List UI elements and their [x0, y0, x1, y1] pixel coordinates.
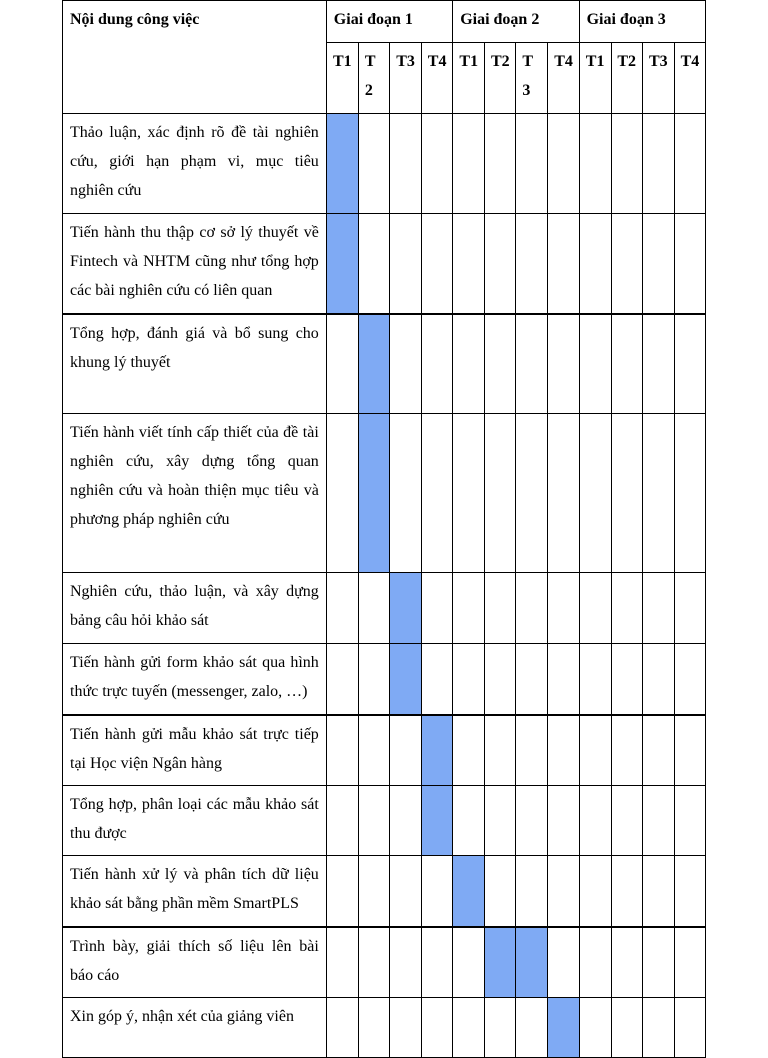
week-header-2: T 2: [358, 43, 389, 114]
gantt-empty-cell: [389, 715, 421, 786]
task-row: [63, 998, 706, 1058]
gantt-empty-cell: [453, 114, 485, 214]
week-header-3: T3: [389, 43, 421, 114]
gantt-empty-cell: [674, 573, 705, 644]
gantt-empty-cell: [485, 786, 516, 856]
gantt-empty-cell: [485, 314, 516, 414]
gantt-empty-cell: [548, 573, 579, 644]
gantt-empty-cell: [548, 414, 579, 573]
gantt-empty-cell: [358, 573, 389, 644]
gantt-empty-cell: [389, 786, 421, 856]
gantt-empty-cell: [453, 786, 485, 856]
gantt-empty-cell: [326, 414, 358, 573]
gantt-empty-cell: [611, 927, 642, 998]
gantt-empty-cell: [548, 114, 579, 214]
gantt-empty-cell: [579, 314, 611, 414]
gantt-empty-cell: [485, 573, 516, 644]
gantt-empty-cell: [389, 314, 421, 414]
gantt-empty-cell: [642, 644, 674, 715]
gantt-bar-cell: [326, 214, 358, 314]
task-label: Xin góp ý, nhận xét của giảng viên: [63, 998, 327, 1058]
task-row: [63, 314, 706, 414]
gantt-empty-cell: [485, 414, 516, 573]
task-row: [63, 786, 706, 856]
gantt-empty-cell: [453, 998, 485, 1058]
gantt-empty-cell: [326, 856, 358, 927]
gantt-empty-cell: [485, 114, 516, 214]
gantt-empty-cell: [422, 856, 453, 927]
gantt-empty-cell: [579, 644, 611, 715]
gantt-empty-cell: [611, 644, 642, 715]
gantt-empty-cell: [611, 856, 642, 927]
gantt-bar-cell: [422, 786, 453, 856]
gantt-empty-cell: [422, 214, 453, 314]
gantt-empty-cell: [516, 314, 548, 414]
gantt-empty-cell: [326, 573, 358, 644]
gantt-empty-cell: [485, 856, 516, 927]
gantt-empty-cell: [674, 644, 705, 715]
gantt-empty-cell: [326, 998, 358, 1058]
gantt-empty-cell: [326, 715, 358, 786]
gantt-empty-cell: [611, 414, 642, 573]
gantt-empty-cell: [485, 998, 516, 1058]
gantt-empty-cell: [611, 998, 642, 1058]
gantt-empty-cell: [548, 644, 579, 715]
gantt-empty-cell: [358, 644, 389, 715]
gantt-empty-cell: [579, 715, 611, 786]
gantt-empty-cell: [548, 314, 579, 414]
gantt-empty-cell: [579, 786, 611, 856]
task-row: [63, 214, 706, 314]
task-label: Tiến hành gửi form khảo sát qua hình thức trực tuyến (messenger, zalo, …): [63, 644, 327, 715]
gantt-empty-cell: [642, 998, 674, 1058]
gantt-empty-cell: [516, 214, 548, 314]
task-row: [63, 644, 706, 715]
gantt-empty-cell: [642, 927, 674, 998]
gantt-empty-cell: [642, 214, 674, 314]
week-header-7: T 3: [516, 43, 548, 114]
gantt-empty-cell: [516, 414, 548, 573]
gantt-empty-cell: [579, 856, 611, 927]
gantt-empty-cell: [326, 927, 358, 998]
task-row: [63, 573, 706, 644]
gantt-empty-cell: [358, 114, 389, 214]
task-label: Tiến hành xử lý và phân tích dữ liệu khảo sát bằng phần mềm SmartPLS: [63, 856, 327, 927]
gantt-empty-cell: [516, 856, 548, 927]
gantt-empty-cell: [674, 856, 705, 927]
gantt-empty-cell: [674, 998, 705, 1058]
gantt-empty-cell: [453, 715, 485, 786]
gantt-empty-cell: [548, 856, 579, 927]
task-column-header: Nội dung công việc: [63, 1, 327, 114]
gantt-empty-cell: [642, 314, 674, 414]
task-row: [63, 927, 706, 998]
gantt-empty-cell: [579, 998, 611, 1058]
gantt-empty-cell: [516, 114, 548, 214]
gantt-empty-cell: [358, 927, 389, 998]
gantt-empty-cell: [579, 573, 611, 644]
gantt-empty-cell: [548, 927, 579, 998]
gantt-bar-cell: [326, 114, 358, 214]
gantt-empty-cell: [358, 998, 389, 1058]
gantt-empty-cell: [674, 414, 705, 573]
schedule-table: [62, 0, 706, 1058]
gantt-empty-cell: [453, 573, 485, 644]
gantt-empty-cell: [674, 786, 705, 856]
task-label: Tổng hợp, đánh giá và bổ sung cho khung lý thuyết: [63, 314, 327, 414]
gantt-empty-cell: [611, 715, 642, 786]
task-label: Nghiên cứu, thảo luận, và xây dựng bảng câu hỏi khảo sát: [63, 573, 327, 644]
gantt-empty-cell: [579, 214, 611, 314]
gantt-empty-cell: [516, 644, 548, 715]
gantt-empty-cell: [548, 715, 579, 786]
gantt-empty-cell: [358, 856, 389, 927]
task-label: Tiến hành viết tính cấp thiết của đề tài nghiên cứu, xây dựng tổng quan nghiên cứu và hoàn thiện mục tiêu và phương pháp nghiên cứu: [63, 414, 327, 573]
task-row: [63, 856, 706, 927]
gantt-bar-cell: [358, 314, 389, 414]
week-header-9: T1: [579, 43, 611, 114]
gantt-empty-cell: [358, 715, 389, 786]
task-row: [63, 414, 706, 573]
week-header-6: T2: [485, 43, 516, 114]
week-header-12: T4: [674, 43, 705, 114]
task-label: Thảo luận, xác định rõ đề tài nghiên cứu, giới hạn phạm vi, mục tiêu nghiên cứu: [63, 114, 327, 214]
gantt-empty-cell: [642, 414, 674, 573]
gantt-bar-cell: [516, 927, 548, 998]
gantt-bar-cell: [485, 927, 516, 998]
gantt-empty-cell: [326, 314, 358, 414]
gantt-empty-cell: [611, 573, 642, 644]
gantt-empty-cell: [642, 573, 674, 644]
gantt-empty-cell: [326, 644, 358, 715]
gantt-empty-cell: [674, 114, 705, 214]
gantt-empty-cell: [642, 786, 674, 856]
gantt-empty-cell: [389, 414, 421, 573]
gantt-empty-cell: [422, 414, 453, 573]
gantt-empty-cell: [516, 715, 548, 786]
task-row: [63, 114, 706, 214]
gantt-empty-cell: [389, 856, 421, 927]
gantt-empty-cell: [485, 715, 516, 786]
phase-2-header: Giai đoạn 2: [453, 1, 579, 43]
gantt-bar-cell: [548, 998, 579, 1058]
gantt-bar-cell: [389, 644, 421, 715]
gantt-empty-cell: [422, 998, 453, 1058]
gantt-empty-cell: [579, 114, 611, 214]
gantt-empty-cell: [516, 573, 548, 644]
gantt-empty-cell: [453, 644, 485, 715]
gantt-empty-cell: [611, 786, 642, 856]
task-label: Tiến hành gửi mẫu khảo sát trực tiếp tại Học viện Ngân hàng: [63, 715, 327, 786]
gantt-empty-cell: [422, 927, 453, 998]
gantt-empty-cell: [422, 573, 453, 644]
gantt-empty-cell: [611, 114, 642, 214]
gantt-empty-cell: [453, 314, 485, 414]
gantt-bar-cell: [453, 856, 485, 927]
week-header-11: T3: [642, 43, 674, 114]
gantt-empty-cell: [642, 856, 674, 927]
gantt-bar-cell: [422, 715, 453, 786]
gantt-empty-cell: [453, 414, 485, 573]
task-label: Tổng hợp, phân loại các mẫu khảo sát thu được: [63, 786, 327, 856]
gantt-empty-cell: [579, 414, 611, 573]
gantt-empty-cell: [516, 786, 548, 856]
gantt-empty-cell: [611, 314, 642, 414]
gantt-empty-cell: [516, 998, 548, 1058]
gantt-empty-cell: [674, 927, 705, 998]
gantt-empty-cell: [422, 314, 453, 414]
phase-3-header: Giai đoạn 3: [579, 1, 705, 43]
gantt-empty-cell: [422, 114, 453, 214]
gantt-empty-cell: [485, 644, 516, 715]
gantt-bar-cell: [389, 573, 421, 644]
week-header-4: T4: [422, 43, 453, 114]
gantt-empty-cell: [358, 214, 389, 314]
gantt-empty-cell: [389, 114, 421, 214]
gantt-empty-cell: [389, 927, 421, 998]
week-header-10: T2: [611, 43, 642, 114]
gantt-bar-cell: [358, 414, 389, 573]
gantt-empty-cell: [548, 786, 579, 856]
gantt-empty-cell: [453, 927, 485, 998]
week-header-5: T1: [453, 43, 485, 114]
gantt-empty-cell: [422, 644, 453, 715]
week-header-1: T1: [326, 43, 358, 114]
task-row: [63, 715, 706, 786]
gantt-empty-cell: [674, 314, 705, 414]
week-header-8: T4: [548, 43, 579, 114]
gantt-empty-cell: [389, 998, 421, 1058]
gantt-empty-cell: [674, 214, 705, 314]
gantt-empty-cell: [642, 114, 674, 214]
gantt-empty-cell: [453, 214, 485, 314]
gantt-empty-cell: [548, 214, 579, 314]
gantt-empty-cell: [611, 214, 642, 314]
phase-1-header: Giai đoạn 1: [326, 1, 452, 43]
gantt-empty-cell: [358, 786, 389, 856]
task-label: Trình bày, giải thích số liệu lên bài báo cáo: [63, 927, 327, 998]
gantt-empty-cell: [485, 214, 516, 314]
gantt-empty-cell: [642, 715, 674, 786]
gantt-empty-cell: [674, 715, 705, 786]
gantt-empty-cell: [326, 786, 358, 856]
task-label: Tiến hành thu thập cơ sở lý thuyết về Fintech và NHTM cũng như tổng hợp các bài nghiên cứu có liên quan: [63, 214, 327, 314]
gantt-empty-cell: [389, 214, 421, 314]
gantt-empty-cell: [579, 927, 611, 998]
